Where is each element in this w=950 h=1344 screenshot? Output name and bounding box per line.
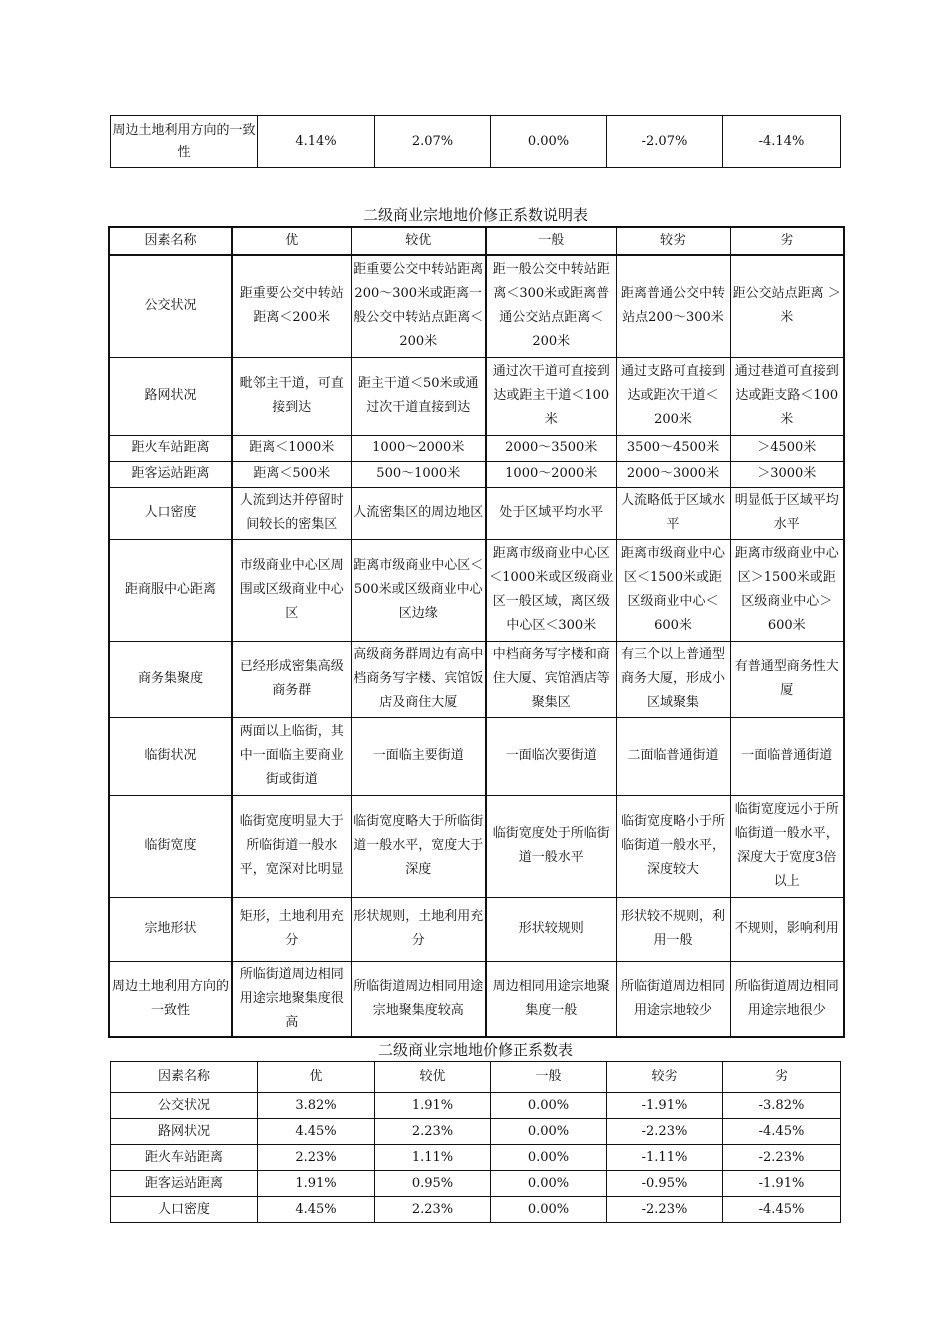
header-cell: 较劣 xyxy=(616,227,730,255)
value-cell: 1.91% xyxy=(258,1171,375,1197)
description-cell: 所临街道周边相同用途宗地较少 xyxy=(616,961,730,1037)
header-row xyxy=(109,227,844,255)
value-cell: -2.23% xyxy=(607,1119,723,1145)
header-row xyxy=(111,1062,841,1093)
factor-name-cell: 人口密度 xyxy=(109,487,232,539)
description-cell: 距离市级商业中心区＜1000米或区级商业区一般区域，离区级中心区＜300米 xyxy=(486,539,616,641)
value-cell: 0.95% xyxy=(375,1171,491,1197)
factor-name-cell: 路网状况 xyxy=(111,1119,258,1145)
description-cell: 一面临次要街道 xyxy=(486,717,616,795)
description-table-title: 二级商业宗地地价修正系数说明表 xyxy=(362,206,588,224)
description-cell: 形状较规则 xyxy=(486,897,616,961)
header-cell: 较劣 xyxy=(607,1062,723,1093)
value-cell: 4.45% xyxy=(258,1197,375,1223)
description-cell: 距离市级商业中心区＜1500米或距区级商业中心＜600米 xyxy=(616,539,730,641)
table-row xyxy=(109,255,844,357)
description-cell: 周边相同用途宗地聚集度一般 xyxy=(486,961,616,1037)
description-cell: 二面临普通街道 xyxy=(616,717,730,795)
table-row xyxy=(109,897,844,961)
description-cell: 人流到达并停留时间较长的密集区 xyxy=(232,487,351,539)
description-cell: 距离市级商业中心区＞1500米或距区级商业中心＞600米 xyxy=(730,539,844,641)
value-cell: 1.91% xyxy=(375,1093,491,1119)
factor-name-cell: 距火车站距离 xyxy=(109,435,232,461)
description-cell: 所临街道周边相同用途宗地聚集度较高 xyxy=(351,961,486,1037)
value-cell: -0.95% xyxy=(607,1171,723,1197)
header-cell: 优 xyxy=(258,1062,375,1093)
value-cell: 4.45% xyxy=(258,1119,375,1145)
description-cell: ＞3000米 xyxy=(730,461,844,487)
value-cell: -4.45% xyxy=(723,1197,841,1223)
description-cell: 1000～2000米 xyxy=(486,461,616,487)
value-cell: 2.07% xyxy=(375,116,491,168)
header-cell: 一般 xyxy=(491,1062,607,1093)
description-cell: 距离＜500米 xyxy=(232,461,351,487)
table-row xyxy=(109,487,844,539)
header-cell: 劣 xyxy=(730,227,844,255)
value-cell: -2.23% xyxy=(607,1197,723,1223)
header-cell: 较优 xyxy=(375,1062,491,1093)
value-cell: 0.00% xyxy=(491,1171,607,1197)
table-row xyxy=(109,539,844,641)
table-row xyxy=(109,641,844,717)
factor-name-cell: 距客运站距离 xyxy=(109,461,232,487)
header-cell: 因素名称 xyxy=(109,227,232,255)
description-cell: 通过巷道可直接到达或距支路＜100米 xyxy=(730,357,844,435)
value-cell: 3.82% xyxy=(258,1093,375,1119)
coefficient-table-title: 二级商业宗地地价修正系数表 xyxy=(377,1041,573,1059)
header-cell: 一般 xyxy=(486,227,616,255)
table-row xyxy=(109,795,844,897)
value-cell: -2.23% xyxy=(723,1145,841,1171)
description-cell: 形状较不规则，利用一般 xyxy=(616,897,730,961)
description-cell: 距一般公交中转站距离＜300米或距离普通公交站点距离＜200米 xyxy=(486,255,616,357)
description-cell: 一面临普通街道 xyxy=(730,717,844,795)
factor-name-cell: 临街宽度 xyxy=(109,795,232,897)
table-row xyxy=(111,116,841,168)
description-cell: 不规则，影响利用 xyxy=(730,897,844,961)
description-cell: 人流略低于区域水平 xyxy=(616,487,730,539)
table-row xyxy=(111,1119,841,1145)
description-cell: 市级商业中心区周围或区级商业中心区 xyxy=(232,539,351,641)
value-cell: -4.45% xyxy=(723,1119,841,1145)
description-cell: 距公交站点距离 ＞ 米 xyxy=(730,255,844,357)
table-row xyxy=(109,961,844,1037)
description-cell: 3500～4500米 xyxy=(616,435,730,461)
description-table xyxy=(108,226,845,1038)
table-row xyxy=(111,1197,841,1223)
description-cell: 通过次干道可直接到达或距主干道＜100米 xyxy=(486,357,616,435)
factor-name-cell: 周边土地利用方向的一致性 xyxy=(111,116,258,168)
description-cell: 有三个以上普通型商务大厦，形成小区域聚集 xyxy=(616,641,730,717)
top-coefficient-table xyxy=(110,115,841,168)
header-cell: 因素名称 xyxy=(111,1062,258,1093)
value-cell: 2.23% xyxy=(375,1119,491,1145)
value-cell: -2.07% xyxy=(607,116,723,168)
value-cell: -1.91% xyxy=(723,1171,841,1197)
header-cell: 优 xyxy=(232,227,351,255)
table-row xyxy=(109,435,844,461)
value-cell: 0.00% xyxy=(491,116,607,168)
description-cell: 2000～3000米 xyxy=(616,461,730,487)
description-cell: 所临街道周边相同用途宗地很少 xyxy=(730,961,844,1037)
factor-name-cell: 人口密度 xyxy=(111,1197,258,1223)
factor-name-cell: 周边土地利用方向的一致性 xyxy=(109,961,232,1037)
value-cell: -4.14% xyxy=(723,116,841,168)
coefficient-table xyxy=(110,1061,841,1223)
description-cell: 形状规则，土地利用充分 xyxy=(351,897,486,961)
description-cell: 中档商务写字楼和商住大厦、宾馆酒店等聚集区 xyxy=(486,641,616,717)
description-cell: ＞4500米 xyxy=(730,435,844,461)
table-row xyxy=(109,461,844,487)
value-cell: 0.00% xyxy=(491,1093,607,1119)
description-cell: 人流密集区的周边地区 xyxy=(351,487,486,539)
value-cell: 0.00% xyxy=(491,1119,607,1145)
description-cell: 处于区域平均水平 xyxy=(486,487,616,539)
description-cell: 距主干道＜50米或通过次干道直接到达 xyxy=(351,357,486,435)
description-cell: 500～1000米 xyxy=(351,461,486,487)
description-cell: 明显低于区域平均水平 xyxy=(730,487,844,539)
value-cell: 2.23% xyxy=(375,1197,491,1223)
description-cell: 临街宽度远小于所临街道一般水平，深度大于宽度3倍以上 xyxy=(730,795,844,897)
factor-name-cell: 距商服中心距离 xyxy=(109,539,232,641)
description-cell: 临街宽度略大于所临街道一般水平，宽度大于深度 xyxy=(351,795,486,897)
value-cell: -1.91% xyxy=(607,1093,723,1119)
header-cell: 劣 xyxy=(723,1062,841,1093)
description-cell: 距离普通公交中转站点200～300米 xyxy=(616,255,730,357)
description-cell: 高级商务群周边有高中档商务写字楼、宾馆饭店及商住大厦 xyxy=(351,641,486,717)
table-row xyxy=(109,717,844,795)
factor-name-cell: 公交状况 xyxy=(109,255,232,357)
description-cell: 毗邻主干道，可直接到达 xyxy=(232,357,351,435)
factor-name-cell: 公交状况 xyxy=(111,1093,258,1119)
description-cell: 两面以上临街，其中一面临主要商业街或街道 xyxy=(232,717,351,795)
table-row xyxy=(111,1093,841,1119)
value-cell: 2.23% xyxy=(258,1145,375,1171)
header-cell: 较优 xyxy=(351,227,486,255)
description-cell: 临街宽度略小于所临街道一般水平，深度较大 xyxy=(616,795,730,897)
description-cell: 通过支路可直接到达或距次干道＜200米 xyxy=(616,357,730,435)
description-cell: 一面临主要街道 xyxy=(351,717,486,795)
value-cell: 0.00% xyxy=(491,1197,607,1223)
description-cell: 所临街道周边相同用途宗地聚集度很高 xyxy=(232,961,351,1037)
description-cell: 矩形，土地利用充分 xyxy=(232,897,351,961)
value-cell: 4.14% xyxy=(258,116,375,168)
description-cell: 1000～2000米 xyxy=(351,435,486,461)
table-row xyxy=(111,1171,841,1197)
factor-name-cell: 距客运站距离 xyxy=(111,1171,258,1197)
description-cell: 距离市级商业中心区＜500米或区级商业中心区边缘 xyxy=(351,539,486,641)
value-cell: 1.11% xyxy=(375,1145,491,1171)
description-cell: 有普通型商务性大厦 xyxy=(730,641,844,717)
value-cell: -3.82% xyxy=(723,1093,841,1119)
description-cell: 2000～3500米 xyxy=(486,435,616,461)
factor-name-cell: 宗地形状 xyxy=(109,897,232,961)
value-cell: -1.11% xyxy=(607,1145,723,1171)
description-cell: 距重要公交中转站距离＜200米 xyxy=(232,255,351,357)
factor-name-cell: 临街状况 xyxy=(109,717,232,795)
description-cell: 临街宽度明显大于所临街道一般水平，宽深对比明显 xyxy=(232,795,351,897)
table-row xyxy=(109,357,844,435)
description-cell: 已经形成密集高级商务群 xyxy=(232,641,351,717)
description-cell: 距离＜1000米 xyxy=(232,435,351,461)
factor-name-cell: 商务集聚度 xyxy=(109,641,232,717)
description-cell: 距重要公交中转站距离200～300米或距离一般公交中转站点距离＜200米 xyxy=(351,255,486,357)
description-cell: 临街宽度处于所临街道一般水平 xyxy=(486,795,616,897)
table-row xyxy=(111,1145,841,1171)
factor-name-cell: 路网状况 xyxy=(109,357,232,435)
factor-name-cell: 距火车站距离 xyxy=(111,1145,258,1171)
value-cell: 0.00% xyxy=(491,1145,607,1171)
